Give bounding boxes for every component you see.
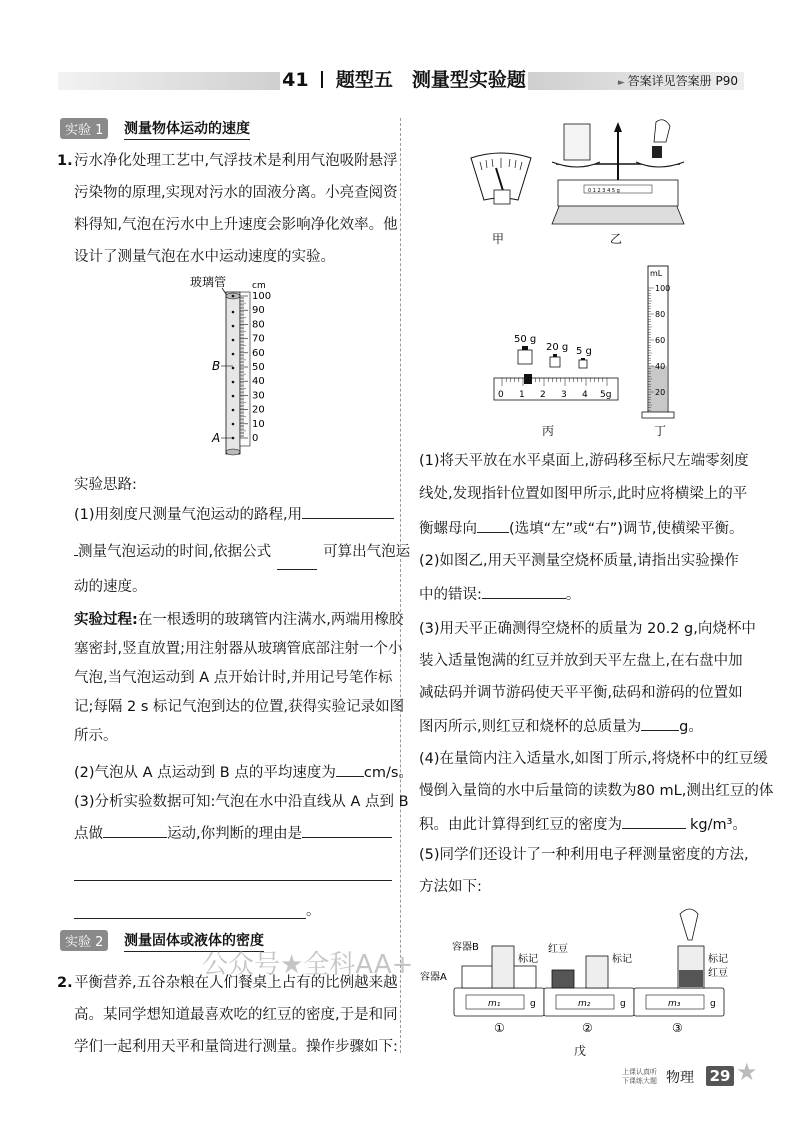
s4-blank-density[interactable]	[622, 814, 686, 829]
scale-number: 100	[252, 291, 272, 302]
point-b-label: B	[212, 359, 221, 373]
m3-label: m₃	[668, 999, 681, 1009]
scale-number: 90	[252, 305, 265, 317]
s2-blank-error[interactable]	[482, 584, 566, 599]
point-a-label: A	[212, 431, 221, 445]
bubble-mark	[232, 423, 235, 426]
footer-page-number: 29	[709, 1067, 731, 1085]
process-text-2: 塞密封,竖直放置;用注射器从玻璃管底部注射一个小	[74, 641, 403, 657]
weight-50g-knob	[522, 346, 528, 350]
tube-label: 玻璃管	[190, 275, 227, 289]
s1-text-d: (选填“左”或“右”)调节,使横梁平衡。	[509, 521, 744, 537]
beans-container	[552, 970, 574, 988]
q3-text-b: 点做	[74, 826, 103, 842]
exp1-title: 测量物体运动的速度	[124, 118, 250, 140]
scale-number: 50	[252, 362, 265, 373]
balance-scale-numbers: 0 1 2 3 4 5 g	[588, 188, 620, 194]
weight-20g-label: 20 g	[546, 342, 569, 353]
process-text-3: 气泡,当气泡运动到 A 点开始计时,并用记号笔作标	[74, 670, 393, 686]
rider-1: 1	[519, 390, 525, 400]
header-divider	[321, 71, 323, 88]
cylinder-number: 60	[655, 336, 666, 345]
q1-text-d: 动的速度。	[74, 579, 147, 595]
mark-label-2: 标记	[612, 954, 632, 965]
step-1-label: ①	[494, 1021, 505, 1035]
weight-5g-label: 5 g	[576, 346, 592, 357]
q3-blank-motion[interactable]	[103, 823, 167, 838]
bubble-mark	[232, 325, 235, 328]
figure-bing-weights	[490, 330, 622, 410]
s2-text-b: 中的错误:	[419, 587, 482, 603]
weight-50g-label: 50 g	[514, 334, 537, 345]
step-3-label: ③	[672, 1021, 683, 1035]
weight-5g-knob	[581, 358, 585, 360]
idea-heading: 实验思路:	[74, 477, 137, 493]
footer-slogan	[622, 1068, 657, 1086]
footer-star-icon: ★	[736, 1058, 758, 1086]
beaker	[564, 124, 590, 160]
s1-blank-direction[interactable]	[477, 518, 509, 533]
cylinder-number: 100	[655, 284, 671, 293]
cylinder-number: 80	[655, 310, 666, 319]
q3-blank-reason-line3[interactable]	[74, 918, 306, 919]
bubble-mark	[232, 295, 235, 298]
q3-end: 。	[306, 903, 321, 919]
q1-text-a: (1)用刻度尺测量气泡运动的路程,用	[74, 507, 303, 523]
footer-subject: 物理	[666, 1070, 694, 1086]
s4-text-c: 积。由此计算得到红豆的密度为	[419, 817, 622, 833]
mark-label-3: 标记	[708, 954, 728, 965]
s3-unit: g。	[679, 719, 703, 735]
bubble-mark	[232, 381, 235, 384]
column-divider	[400, 118, 401, 1053]
bubble-mark	[232, 395, 235, 398]
weight-50g	[518, 350, 532, 364]
s3-text-d: 图丙所示,则红豆和烧杯的总质量为	[419, 719, 642, 735]
bubble-mark	[232, 367, 235, 370]
container-b	[492, 946, 514, 988]
weight-5g	[579, 360, 587, 368]
cylinder-unit: mL	[650, 269, 663, 278]
bean-label-2: 红豆	[548, 944, 568, 955]
g-label-3: g	[710, 999, 716, 1009]
q1-text-c: 可算出气泡运	[323, 544, 411, 560]
g-label-1: g	[530, 999, 536, 1009]
s5-line1: (5)同学们还设计了一种利用电子秤测量密度的方法,	[419, 847, 749, 863]
exp1-intro-1: 污水净化处理工艺中,气浮技术是利用气泡吸附悬浮	[74, 153, 398, 169]
water-container-2	[586, 956, 608, 988]
header-title-row	[280, 67, 528, 93]
left-pan	[552, 162, 600, 167]
header-page-number: 41	[282, 69, 309, 91]
exp1-intro-2: 污染物的原理,实现对污水的固液分离。小亮查阅资	[74, 185, 398, 201]
q1-blank-formula[interactable]	[277, 555, 317, 570]
s5-line2: 方法如下:	[419, 879, 482, 895]
scale-number: 60	[252, 347, 265, 359]
exp1-q2	[74, 762, 413, 782]
scale-number: 70	[252, 333, 265, 345]
right-pan	[636, 162, 684, 167]
mark-label-1: 标记	[518, 954, 538, 965]
bubble-mark	[232, 339, 235, 342]
figure-jia-pointer	[466, 150, 536, 210]
rider-3: 3	[561, 390, 567, 400]
figure-wu-scales	[420, 900, 740, 1040]
container-b-label: 容器B	[452, 942, 479, 953]
bean-label-3: 红豆	[708, 968, 728, 979]
scale-3	[634, 909, 728, 1035]
label-yi: 乙	[610, 232, 623, 246]
answer-ref-text: 答案详见答案册 P90	[627, 74, 738, 88]
hand-with-weight	[654, 120, 670, 142]
s1-text-c: 衡螺母向	[419, 521, 477, 537]
weight-20g-knob	[553, 354, 557, 357]
exp1-question-number: 1.	[57, 153, 73, 169]
m1-label: m₁	[488, 999, 501, 1009]
rider-4: 4	[582, 390, 588, 400]
scale-unit: cm	[252, 281, 266, 291]
label-wu: 戊	[574, 1044, 587, 1058]
s2-line2	[419, 584, 580, 604]
tube-bottom-cap	[226, 449, 240, 455]
scale-number: 80	[252, 319, 265, 331]
q2-unit: cm/s。	[363, 765, 413, 781]
watermark: 公众号★全科AA+	[202, 950, 414, 980]
bubble-mark	[232, 311, 235, 314]
cylinder-number: 40	[655, 362, 666, 371]
scale-2	[544, 943, 634, 1035]
scale-number: 30	[252, 390, 265, 402]
exp1-q1-line2	[74, 541, 410, 570]
bubble-mark	[232, 353, 235, 356]
rider-5: 5g	[600, 390, 612, 400]
process-text-1: 在一根透明的玻璃管内注满水,两端用橡胶	[137, 612, 404, 628]
s4-line3	[419, 814, 747, 834]
pointer-base	[494, 190, 510, 204]
exp2-tag: 实验 2	[60, 930, 108, 951]
balance-pointer	[614, 122, 622, 132]
q2-text-a: (2)气泡从 A 点运动到 B 点的平均速度为	[74, 765, 336, 781]
s3-blank-mass[interactable]	[641, 716, 679, 731]
q3-blank-reason[interactable]	[302, 823, 392, 838]
q2-blank-speed[interactable]	[336, 762, 364, 777]
label-bing: 丙	[542, 424, 555, 438]
header-title: 题型五 测量型实验题	[335, 69, 526, 91]
process-heading: 实验过程:	[74, 612, 138, 628]
process-text-5: 所示。	[74, 728, 118, 744]
footer-slogan-2: 下课练大题	[622, 1077, 657, 1085]
q3-text-c: 运动,你判断的理由是	[167, 826, 303, 842]
scale-number: 10	[252, 418, 265, 430]
s3-line4	[419, 716, 703, 736]
scale-number: 40	[252, 376, 265, 388]
label-jia: 甲	[492, 232, 505, 246]
exp1-intro-4: 设计了测量气泡在水中运动速度的实验。	[74, 249, 335, 265]
beans-in-water	[679, 970, 703, 987]
exp2-intro-1: 平衡营养,五谷杂粮在人们餐桌上占有的比例越来越	[74, 975, 398, 991]
glass-tube	[226, 292, 240, 454]
exp2-question-number: 2.	[57, 975, 73, 991]
exp1-intro-3: 料得知,气泡在污水中上升速度会影响净化效率。他	[74, 217, 398, 233]
q3-text-a: (3)分析实验数据可知:气泡在水中沿直线从 A 点到 B	[74, 794, 409, 810]
scale-number: 20	[252, 404, 265, 416]
header-bar	[58, 70, 744, 92]
q1-text-b: 测量气泡运动的时间,依据公式	[78, 544, 272, 560]
rider-0: 0	[498, 390, 504, 400]
answer-arrow-icon: ►	[617, 78, 628, 88]
exp1-q1-line1	[74, 504, 394, 524]
process-text-4: 记;每隔 2 s 标记气泡到达的位置,获得实验记录如图	[74, 699, 405, 715]
exp1-process-1	[74, 611, 403, 629]
s2-end: 。	[565, 587, 581, 603]
dropper-hand	[680, 909, 698, 940]
step-2-label: ②	[582, 1021, 593, 1035]
rider-2: 2	[540, 390, 546, 400]
g-label-2: g	[620, 999, 626, 1009]
glass-tube-figure	[190, 272, 300, 462]
exp2-title: 测量固体或液体的密度	[124, 930, 264, 952]
balance-base	[552, 204, 684, 224]
s4-line1: (4)在量筒内注入适量水,如图丁所示,将烧杯中的红豆缓	[419, 751, 768, 767]
cylinder-base	[642, 412, 674, 418]
scale-ruler	[240, 292, 250, 446]
weight-20g	[550, 357, 560, 367]
s1-line2: 线处,发现指针位置如图甲所示,此时应将横梁上的平	[419, 486, 748, 502]
s3-line1: (3)用天平正确测得空烧杯的质量为 20.2 g,向烧杯中	[419, 621, 756, 637]
exp1-tag: 实验 1	[60, 118, 108, 139]
cylinder-number: 20	[655, 388, 666, 397]
answer-ref	[618, 72, 738, 92]
s1-line3	[419, 518, 743, 538]
exp2-intro-3: 学们一起利用天平和量筒进行测量。操作步骤如下:	[74, 1039, 398, 1055]
weight-in-pan	[652, 146, 662, 158]
s4-line2: 慢倒入量筒的水中后量筒的读数为80 mL,测出红豆的体	[419, 783, 774, 799]
footer-slogan-1: 上课认真听	[622, 1068, 657, 1076]
figure-ding-cylinder	[630, 262, 686, 422]
s3-line2: 装入适量饱满的红豆并放到天平左盘上,在右盘中加	[419, 653, 743, 669]
exp1-q3-line2	[74, 823, 392, 843]
rider	[524, 374, 532, 384]
figure-yi-balance	[548, 112, 688, 230]
scale-1	[420, 941, 544, 1035]
scale-number: 0	[252, 433, 259, 444]
bubble-mark	[232, 409, 235, 412]
s4-unit: kg/m³。	[690, 817, 747, 833]
q3-blank-reason-line2[interactable]	[74, 880, 392, 881]
q1-blank-tool[interactable]	[302, 504, 394, 519]
m2-label: m₂	[578, 999, 591, 1009]
s2-line1: (2)如图乙,用天平测量空烧杯质量,请指出实验操作	[419, 553, 739, 569]
exp2-intro-2: 高。某同学想知道最喜欢吃的红豆的密度,于是和同	[74, 1007, 398, 1023]
label-ding: 丁	[654, 424, 667, 438]
s1-line1: (1)将天平放在水平桌面上,游码移至标尺左端零刻度	[419, 453, 749, 469]
footer-page-box	[706, 1066, 734, 1086]
container-a-label: 容器A	[420, 972, 447, 983]
header-left-bar	[58, 72, 280, 90]
s3-line3: 减砝码并调节游码使天平平衡,砝码和游码的位置如	[419, 685, 743, 701]
